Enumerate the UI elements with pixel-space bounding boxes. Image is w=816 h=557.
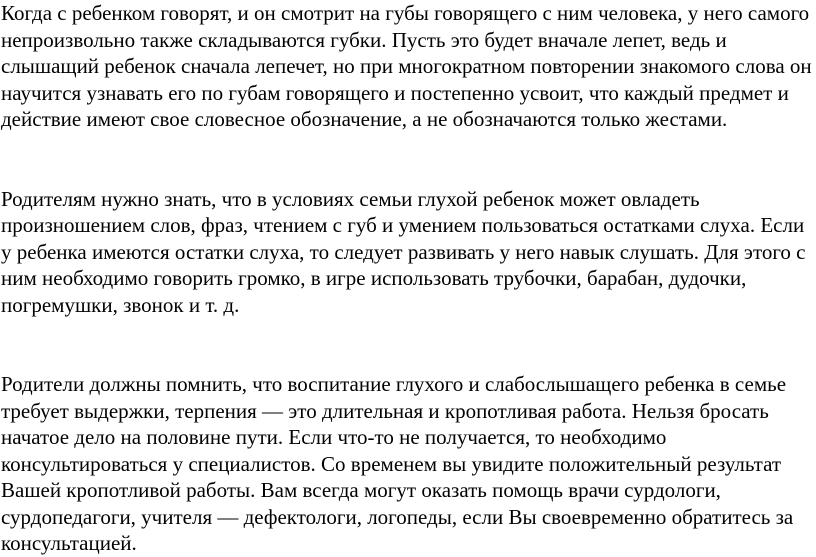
paragraph-parents-patience: Родители должны помнить, что воспитание глухого и слабослышащего ребенка в семье требует выдержки, терпения — это длительная и кропотливая работа. Нельзя бросать начатое дело на половине пути. Если что-то не получается, то необходимо консультироваться у специалистов. Со временем вы увидите положительный результат Вашей кропотливой работы. Вам всегда могут оказать помощь врачи сурдологи, сурдопедагоги, учителя — дефектологи, логопеды, если Вы своевременно обратитесь за консультацией. — [1, 372, 794, 555]
paragraph-lip-reading: Когда с ребенком говорят, и он смотрит на губы говорящего с ним человека, у него самого непроизвольно также складываются губки. Пусть это будет вначале лепет, ведь и слышащий ребенок сначала лепечет, но при многократном повторении знакомого слова он научится узнавать его по губам говорящего и постепенно усвоит, что каждый предмет и действие имеют свое словесное обозначение, а не обозначаются только жестами. — [1, 1, 812, 131]
paragraph-parents-knowledge: Родителям нужно знать, что в условиях семьи глухой ребенок может овладеть произношением слов, фраз, чтением с губ и умением пользоваться остатками слуха. Если у ребенка имеются остатки слуха, то следует развивать у него навык слушать. Для этого с ним необходимо говорить громко, в игре использовать трубочки, барабан, дудочки, погремушки, звонок и т. д. — [1, 186, 806, 317]
document-body — [1, 0, 816, 557]
